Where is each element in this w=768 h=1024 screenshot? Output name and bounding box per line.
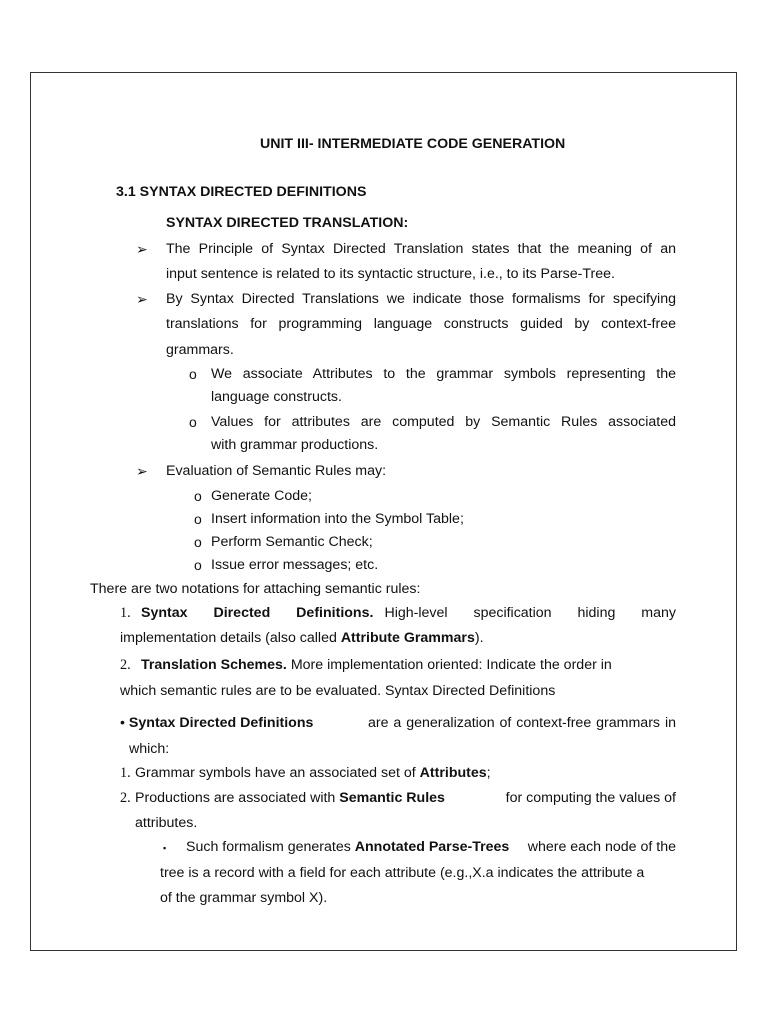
bullet-1-line-2: input sentence is related to its syntactic structure, i.e., to its Parse-Tree. xyxy=(166,266,615,282)
bullet-1-line-1: The Principle of Syntax Directed Translation states that the meaning of an xyxy=(166,241,676,257)
notation-2-line-1: Translation Schemes. More implementation oriented: Indicate the order in xyxy=(141,657,612,673)
subsection-title: SYNTAX DIRECTED TRANSLATION: xyxy=(166,215,409,231)
bullet-2-line-1: By Syntax Directed Translations we indicate those formalisms for specifying xyxy=(166,291,676,307)
sdd-item-2-line-1: Productions are associated with Semantic Rules for computing the values of xyxy=(135,790,676,806)
eval-item-3: Perform Semantic Check; xyxy=(211,534,373,550)
notation-2-number: 2. xyxy=(120,657,131,673)
formalism-line-1: Such formalism generates Annotated Parse-Trees where each node of the xyxy=(186,839,676,855)
formalism-line-2: tree is a record with a field for each attribute (e.g.,X.a indicates the attribute a xyxy=(160,865,645,881)
eval-item-4: Issue error messages; etc. xyxy=(211,557,379,573)
sub-bullet-2-line-2: with grammar productions. xyxy=(211,437,379,453)
eval-item-2: Insert information into the Symbol Table; xyxy=(211,511,464,527)
sdd-item-2-line-2: attributes. xyxy=(135,815,198,831)
square-bullet-icon: ▪ xyxy=(163,843,167,853)
circle-bullet-icon: o xyxy=(194,511,202,527)
notation-1-desc: High-level specification hiding many xyxy=(384,605,676,621)
sdd-line-2: which: xyxy=(129,741,170,757)
bullet-2-line-2: translations for programming language constructs guided by context-free xyxy=(166,316,676,332)
formalism-line-3: of the grammar symbol X). xyxy=(160,890,328,906)
bullet-2-line-3: grammars. xyxy=(166,342,234,358)
unit-title: UNIT III- INTERMEDIATE CODE GENERATION xyxy=(260,136,566,152)
circle-bullet-icon: o xyxy=(189,414,197,430)
bullet-3-line: Evaluation of Semantic Rules may: xyxy=(166,463,387,479)
notation-1-title: Syntax Directed Definitions. xyxy=(141,605,374,621)
circle-bullet-icon: o xyxy=(189,366,197,382)
sub-bullet-2-line-1: Values for attributes are computed by Semantic Rules associated xyxy=(211,414,676,430)
notation-1-number: 1. xyxy=(120,605,131,621)
circle-bullet-icon: o xyxy=(194,488,202,504)
notation-2-line-2: which semantic rules are to be evaluated. Syntax Directed Definitions xyxy=(120,683,556,699)
sdd-item-1: Grammar symbols have an associated set of Attributes; xyxy=(135,765,491,781)
notation-2-title: Translation Schemes. xyxy=(141,657,287,673)
notation-1-line-2: implementation details (also called Attribute Grammars). xyxy=(120,630,484,646)
sdd-line-1: • Syntax Directed Definitions are a generalization of context-free grammars in xyxy=(120,715,676,731)
sub-bullet-1-line-2: language constructs. xyxy=(211,389,342,405)
notation-1-line-1 xyxy=(141,605,676,622)
circle-bullet-icon: o xyxy=(194,534,202,550)
arrow-bullet-icon: ➢ xyxy=(136,463,148,479)
sdd-item-2-number: 2. xyxy=(120,790,131,806)
sub-bullet-1-line-1: We associate Attributes to the grammar symbols representing the xyxy=(211,366,676,382)
eval-item-1: Generate Code; xyxy=(211,488,312,504)
dot-bullet-icon: • xyxy=(120,715,125,731)
attribute-grammars-term: Attribute Grammars xyxy=(340,630,475,646)
sdd-item-1-number: 1. xyxy=(120,765,131,781)
circle-bullet-icon: o xyxy=(194,557,202,573)
section-title: 3.1 SYNTAX DIRECTED DEFINITIONS xyxy=(116,184,367,200)
arrow-bullet-icon: ➢ xyxy=(136,241,148,257)
arrow-bullet-icon: ➢ xyxy=(136,291,148,307)
notations-intro: There are two notations for attaching semantic rules: xyxy=(90,581,421,597)
